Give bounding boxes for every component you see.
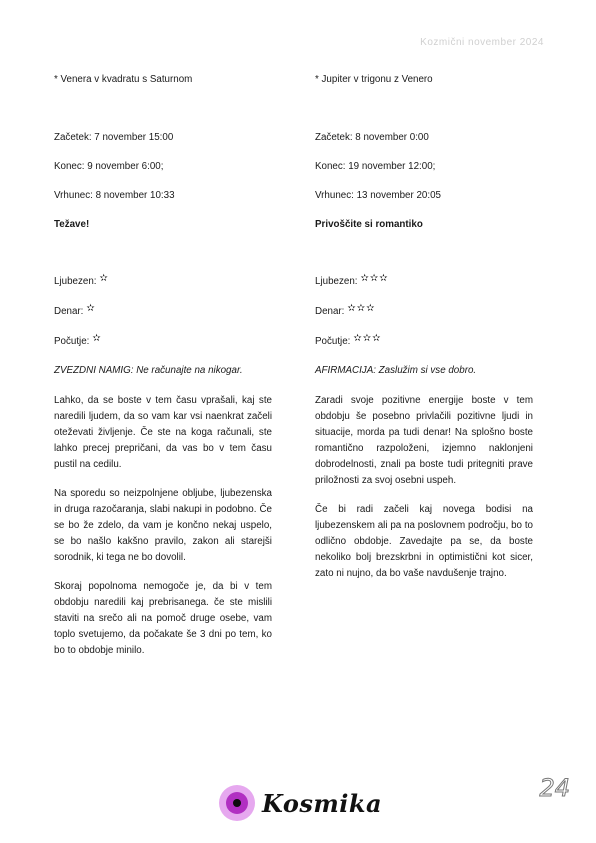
- right-peak: Vrhunec: 13 november 20:05: [315, 190, 441, 201]
- left-end: Konec: 9 november 6:00;: [54, 161, 164, 172]
- left-tip: ZVEZDNI NAMIG: Ne računajte na nikogar.: [54, 365, 243, 376]
- star-icon: ✫✫✫: [353, 333, 382, 344]
- rating-label: Počutje:: [315, 336, 351, 347]
- left-aspect-title: * Venera v kvadratu s Saturnom: [54, 74, 193, 85]
- right-start: Začetek: 8 november 0:00: [315, 132, 429, 143]
- left-money-rating: [54, 304, 272, 334]
- right-tip: AFIRMACIJA: Zaslužim si vse dobro.: [315, 365, 477, 376]
- right-end: Konec: 19 november 12:00;: [315, 161, 436, 172]
- logo-icon: [219, 785, 255, 821]
- left-headline: Težave!: [54, 219, 90, 230]
- footer-logo: [219, 785, 382, 821]
- star-icon: ✫: [86, 303, 96, 314]
- rating-label: Ljubezen:: [54, 276, 97, 287]
- left-column: [54, 72, 272, 672]
- left-start: Začetek: 7 november 15:00: [54, 132, 174, 143]
- left-love-rating: [54, 274, 272, 304]
- left-paragraph: Na sporedu so neizpolnjene obljube, ljubezenska in druga razočaranja, slabi nakupi in podobno. Če se bo že zdelo, da vam je končno nekaj uspelo, se bo našlo kakšno pravilo, zakon ali starejši sorodnik, ki tega ne bo dovolil.: [54, 488, 272, 563]
- rating-label: Denar:: [315, 306, 345, 317]
- rating-label: Denar:: [54, 306, 84, 317]
- right-paragraph: Če bi radi začeli kaj novega bodisi na ljubezenskem ali pa na poslovnem področju, bo to odlično obdobje. Zavedajte pa se, da boste nekoliko bolj brezskrbni in optimistični kot sicer, zato ni nujno, da bo vaše navdušenje trajno.: [315, 504, 533, 579]
- right-paragraph: Zaradi svoje pozitivne energije boste v tem obdobju še posebno privlačili pozitivne ljudi in situacije, morda pa tudi denar! Na splošno boste romantično razpoloženi, izjemno naklonjeni dobrodelnosti, znali pa boste tudi pritegniti prave priložnosti za svoj osebni uspeh.: [315, 395, 533, 486]
- star-icon: ✫✫✫: [347, 303, 376, 314]
- brand-name: Kosmika: [262, 788, 383, 818]
- left-paragraph: Lahko, da se boste v tem času vprašali, kaj ste naredili ljudem, da so vam kar vsi naenkrat začeli oteževati življenje. Če ste na koga računali, ste lahko precej prepričani, da vas bo v tem času pustil na cedilu.: [54, 395, 272, 470]
- header-title: Kozmični november 2024: [420, 37, 544, 48]
- star-icon: ✫: [92, 333, 102, 344]
- right-headline: Privoščite si romantiko: [315, 219, 423, 230]
- page-number: 24: [539, 774, 570, 802]
- left-peak: Vrhunec: 8 november 10:33: [54, 190, 175, 201]
- right-love-rating: [315, 274, 533, 304]
- right-aspect-title: * Jupiter v trigonu z Venero: [315, 74, 433, 85]
- right-column: [315, 72, 533, 595]
- rating-label: Počutje:: [54, 336, 90, 347]
- right-mood-rating: [315, 334, 533, 364]
- rating-label: Ljubezen:: [315, 276, 358, 287]
- left-mood-rating: [54, 334, 272, 364]
- star-icon: ✫✫✫: [360, 273, 389, 284]
- star-icon: ✫: [99, 273, 109, 284]
- right-money-rating: [315, 304, 533, 334]
- left-paragraph: Skoraj popolnoma nemogoče je, da bi v tem obdobju naredili kaj prebrisanega. če ste mislili staviti na srečo ali na pomoč druge osebe, vam toplo svetujemo, da počakate še 3 dni po tem, ko bo to obdobje minilo.: [54, 581, 272, 656]
